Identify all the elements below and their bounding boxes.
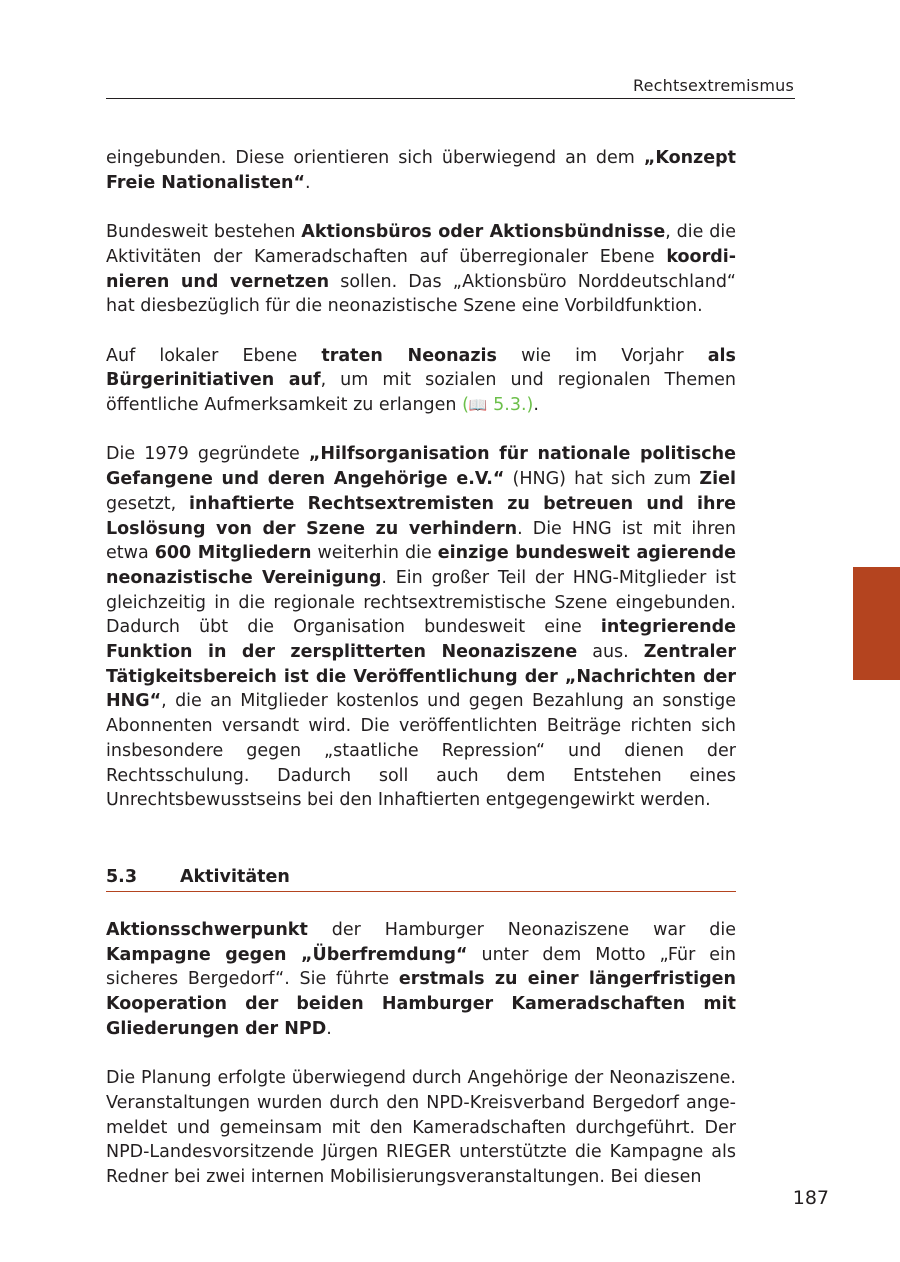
text-run: Die 1979 gegründete <box>106 444 309 465</box>
bold-run: Kampagne gegen „Überfremdung“ <box>106 944 468 965</box>
text-run: Die Planung erfolgte überwiegend durch Angehörige der Neonaziszene. Veranstaltungen wurden durch den NPD-Kreisverband Bergedorf angemeldet und gemeinsam mit den Kameradschaften durchgeführt. Der NPD-Landesvorsitzende Jürgen RIEGER unterstützte die Kampagne als Redner bei zwei internen Mobilisierungsveranstaltungen. Bei diesen <box>106 1068 736 1187</box>
text-run: gesetzt, <box>106 493 189 514</box>
ref-open: ( <box>462 395 469 415</box>
paragraph <box>106 442 736 813</box>
text-run: , die an Mitglieder kostenlos und gegen Bezahlung an sonstige Abonnenten versandt wird. Die veröffentlichten Beiträge richten sich insbesondere gegen „staatliche Repression“ und dienen der Rechtsschulung. Dadurch soll auch dem Entstehen eines Unrechtsbewusstseins bei den Inhaftierten entgegengewirkt werden. <box>106 691 736 811</box>
text-run: weiterhin die <box>311 543 438 564</box>
bold-run: koordinieren und vernetzen <box>106 246 736 292</box>
bold-run: „Hilfsorganisation für nationale politische Gefangene und deren Angehörige e.V.“ <box>106 444 736 490</box>
text-run: Auf lokaler Ebene <box>106 345 322 366</box>
paragraph <box>106 344 736 418</box>
bold-run: Aktionsschwerpunkt <box>106 919 308 940</box>
chapter-tab-marker <box>853 567 900 680</box>
header-rule <box>106 98 795 99</box>
bold-run: integrierende Funktion in der zersplitterten Neonaziszene <box>106 617 736 663</box>
running-header: Rechtsextremismus <box>633 76 794 95</box>
bold-run: einzige bundesweit agierende neonazistische Vereinigung <box>106 543 737 588</box>
paragraph <box>106 1066 736 1190</box>
bold-run: 600 Mitgliedern <box>154 543 312 564</box>
paragraph <box>106 918 736 1042</box>
bold-run: Aktionsbüros oder Aktionsbündnisse <box>301 222 666 243</box>
text-run: sollen. Das „Aktionsbüro Norddeutschland“ hat diesbezüglich für die neonazistische Szene eine Vorbildfunktion. <box>106 271 736 317</box>
section-number: 5.3 <box>106 866 138 887</box>
bold-run: als Bürgerinitiativen auf <box>106 345 736 391</box>
text-run: . <box>533 395 539 415</box>
bold-run: „Konzept Freie Nationalisten“ <box>106 148 736 193</box>
paragraph <box>106 146 736 195</box>
text-run: . <box>305 172 311 193</box>
book-icon: 📖 <box>468 396 488 414</box>
text-run: (HNG) hat sich zum <box>504 469 700 490</box>
text-run: unter dem Motto „Für ein sicheres Bergedorf“. Sie führte <box>106 944 736 990</box>
text-run: . Ein großer Teil der HNG-Mitglieder ist gleichzeitig in die regionale rechtsextremistische Szene eingebunden. Dadurch übt die Organisation bundesweit eine <box>106 567 736 638</box>
text-run: der Hamburger Neonaziszene war die <box>307 919 736 940</box>
page-number: 187 <box>792 1187 829 1209</box>
cross-reference-link[interactable] <box>462 395 533 415</box>
text-run: wie im Vorjahr <box>496 345 708 366</box>
bold-run: traten Neonazis <box>321 345 497 366</box>
bold-run: Ziel <box>699 469 736 490</box>
text-run: eingebunden. Diese orientieren sich überwiegend an dem <box>106 148 644 168</box>
text-run: . Die HNG ist mit ihren etwa <box>106 518 736 564</box>
bold-run: inhaftierte Rechtsextremisten zu betreuen und ihre Loslösung von der Szene zu verhindern <box>106 493 737 539</box>
ref-label: 5.3.) <box>487 395 534 415</box>
text-run: . <box>326 1018 332 1039</box>
text-run: , um mit sozialen und regionalen Themen öffentliche Aufmerksamkeit zu erlangen <box>106 370 736 415</box>
paragraph <box>106 220 736 319</box>
section-title: Aktivitäten <box>180 866 290 887</box>
text-run: , die die Aktivitäten der Kameradschaften auf überregionaler Ebene <box>106 222 736 267</box>
page-body <box>106 146 736 1190</box>
bold-run: Zentraler Tätigkeitsbereich ist die Veröffentlichung der „Nachrichten der HNG“ <box>106 642 737 712</box>
text-run: aus. <box>577 642 644 663</box>
bold-run: erstmals zu einer längerfristigen Kooperation der beiden Hamburger Kameradschaften mit Gliederungen der NPD <box>106 969 737 1039</box>
section-heading <box>106 867 736 892</box>
text-run: Bundesweit bestehen <box>106 222 302 243</box>
